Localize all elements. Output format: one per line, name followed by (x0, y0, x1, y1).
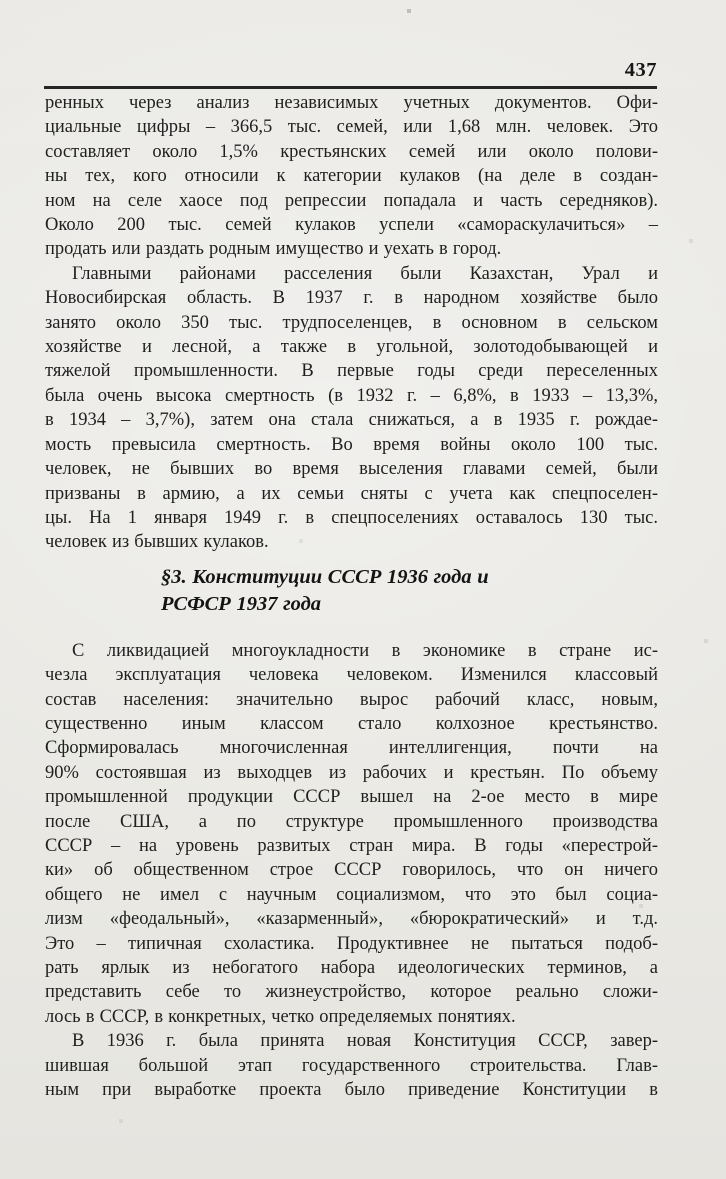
text-line: ренных через анализ независимых учетных документов. Офи- (45, 93, 658, 113)
text-line: §3. Конституции СССР 1936 года и (161, 565, 489, 588)
text-line: В 1936 г. была принята новая Конституция СССР, завер- (72, 1031, 658, 1052)
paragraph-dekulakization-figures (45, 91, 658, 262)
text-line: общего не имел с научным социализмом, что это был социа- (45, 884, 658, 905)
text-line: чезла эксплуатация человека человеком. Изменился классовый (45, 665, 658, 686)
text-line: лось в СССР, в конкретных, четко определяемых понятиях. (45, 1006, 516, 1027)
paragraph-resettlement-regions (45, 262, 658, 555)
text-line: РСФСР 1937 года (161, 593, 322, 616)
paragraph-constitution-1936 (45, 1029, 658, 1102)
text-line: была очень высока смертность (в 1932 г. – 6,8%, в 1933 – 13,3%, (45, 385, 658, 406)
text-line: состав населения: значительно вырос рабочий класс, новым, (45, 689, 658, 710)
text-line: ки» об общественном строе СССР говорилось, что он ничего (45, 860, 658, 881)
text-line: циальные цифры – 366,5 тыс. семей, или 1,68 млн. человек. Это (45, 117, 658, 138)
text-line: Сформировалась многочисленная интеллигенция, почти на (45, 738, 658, 759)
text-line: в 1934 – 3,7%), затем она стала снижаться, а в 1935 г. рождае- (45, 410, 658, 431)
text-line: тяжелой промышленности. В первые годы среди переселенных (45, 361, 658, 382)
text-line: ным при выработке проекта было приведение Конституции в (45, 1080, 658, 1101)
text-line: цы. На 1 января 1949 г. в спецпоселениях оставалось 130 тыс. (45, 507, 658, 528)
paragraph-class-structure (45, 639, 658, 1030)
text-line: призваны в армию, а их семьи сняты с учета как спецпоселен- (45, 483, 658, 504)
page-number: 437 (624, 59, 657, 81)
text-line: 90% состоявшая из выходцев из рабочих и крестьян. По объему (45, 762, 658, 783)
text-line: промышленной продукции СССР вышел на 2-ое место в мире (45, 787, 658, 808)
text-line: СССР – на уровень развитых стран мира. В годы «перестрой- (45, 835, 658, 856)
text-line: Главными районами расселения были Казахстан, Урал и (72, 263, 658, 284)
section-heading-constitutions (45, 564, 658, 619)
text-line: шившая большой этап государственного строительства. Глав- (45, 1055, 658, 1076)
header-rule (44, 86, 657, 89)
text-line: после США, а по структуре промышленного производства (45, 811, 658, 832)
text-line: составляет около 1,5% крестьянских семей или около полови- (45, 141, 658, 162)
text-line: ны тех, кого относили к категории кулаков (на деле в создан- (45, 166, 658, 187)
text-line: ном на селе хаосе под репрессии попадала и часть середняков). (45, 190, 658, 211)
text-line: мость превысила смертность. Во время войны около 100 тыс. (45, 434, 658, 455)
text-line: Это – типичная схоластика. Продуктивнее не пытаться подоб- (45, 933, 658, 954)
text-column (45, 91, 658, 1102)
text-line: представить себе то жизнеустройство, которое реально сложи- (45, 982, 658, 1003)
text-line: человек, не бывших во время выселения главами семей, были (45, 459, 658, 480)
text-line: С ликвидацией многоукладности в экономике в стране ис- (72, 640, 658, 661)
text-line: человек из бывших кулаков. (45, 532, 269, 553)
text-line: рать ярлык из небогатого набора идеологических терминов, а (45, 958, 658, 978)
text-line: занято около 350 тыс. трудпоселенцев, в основном в сельском (45, 312, 658, 333)
text-line: продать или раздать родным имущество и уехать в город. (45, 239, 502, 260)
text-line: лизм «феодальный», «казарменный», «бюрократический» и т.д. (45, 909, 658, 930)
text-line: Новосибирская область. В 1937 г. в народном хозяйстве было (45, 288, 658, 309)
text-line: хозяйстве и лесной, а также в угольной, золотодобывающей и (45, 337, 658, 358)
text-line: существенно иным классом стало колхозное крестьянство. (45, 713, 658, 734)
text-line: Около 200 тыс. семей кулаков успели «самораскулачиться» – (45, 215, 658, 236)
